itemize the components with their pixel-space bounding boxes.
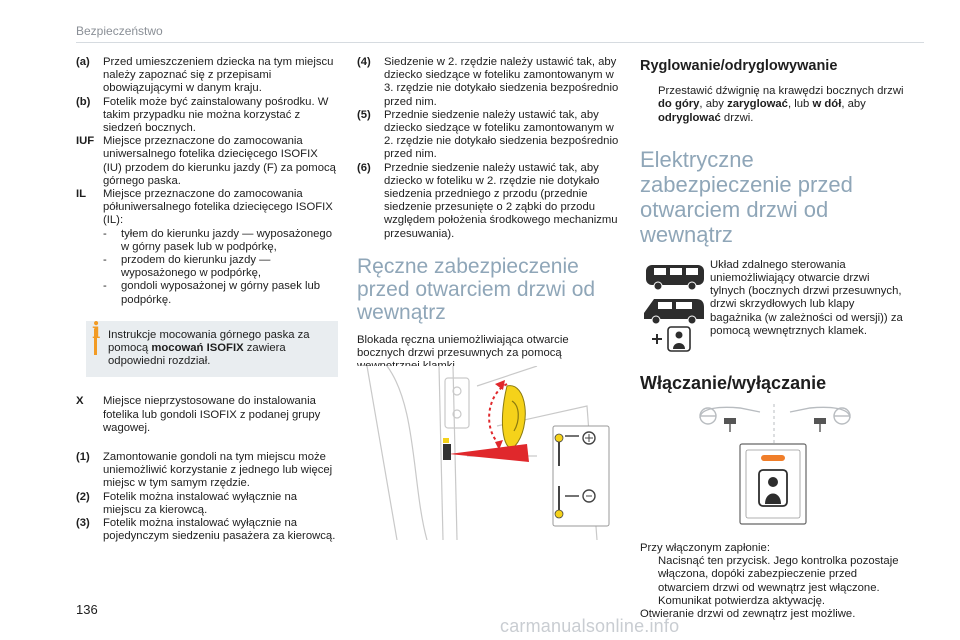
bullet-item: Nacisnąć ten przycisk. Jego kontrolka pozostaje włączona, dopóki zabezpieczenie przed otwarciem drzwi od wewnątrz jest włączone. Komunikat potwierdza aktywację.: [640, 555, 908, 608]
electric-block: [640, 257, 908, 361]
child-lock-button[interactable]: [740, 444, 806, 524]
ignition-text: Przy włączonym zapłonie:: [640, 542, 770, 555]
definition-item: (2) Fotelik można instalować wyłącznie na miejscu za kierowcą.: [76, 490, 298, 516]
definition-item: IL Miejsce przeznaczone do zamocowania półuniwersalnego fotelika dziecięcego ISOFIX (IL):: [76, 188, 333, 227]
definition-item: (b) Fotelik może być zainstalowany pośrodku. W takim przypadku nie można korzystać z siedzeń bocznych.: [76, 95, 329, 135]
definition-item: (1) Zamontowanie gondoli na tym miejscu może uniemożliwić korzystanie z jednego lub więcej miejsc w tym samym rzędzie.: [76, 451, 333, 490]
bullet-symbol: [640, 555, 658, 608]
body-text: Blokada ręczna uniemożliwiająca otwarcie bocznych drzwi przesuwnych za pomocą: [357, 333, 569, 360]
cabin-right-icon: [790, 407, 850, 432]
sub-item: - tyłem do kierunku jazdy — wyposażonego w górny pasek lub w podpórkę,: [103, 227, 332, 253]
heading-on-off: Włączanie/wyłączanie: [640, 372, 827, 393]
column-left: [76, 56, 338, 544]
sub-item: - przodem do kierunku jazdy — wyposażonego w podpórkę,: [103, 254, 271, 280]
indicator-led: [761, 455, 785, 461]
cabin-left-icon: [700, 407, 760, 432]
definition-item: IUF Miejsce przeznaczone do zamocowania uniwersalnego fotelika dziecięcego ISOFIX (IU) przodem do kierunku jazdy (F) za pomocą górnego paska.: [76, 135, 336, 187]
definition-list-c: [357, 56, 619, 241]
definition-item: (a) Przed umieszczeniem dziecka na tym miejscu należy zapoznać się z przepisami obowiązującymi w danym kraju.: [76, 56, 334, 95]
page-number: 136: [76, 602, 98, 617]
column-middle: [357, 56, 619, 373]
outside-opening-text: Otwieranie drzwi od zewnątrz jest możliwe.: [640, 608, 856, 621]
column-right: [640, 56, 908, 621]
definition-item: (3) Fotelik można instalować wyłącznie na pojedynczym siedzeniu pasażera za kierowcą.: [76, 517, 336, 543]
door-lock-illustration: [357, 366, 619, 540]
definition-list-b: [76, 451, 338, 543]
page-header: [0, 0, 960, 48]
definition-item: (5) Przednie siedzenie należy ustawić tak, aby dziecko siedzące w foteliku zamontowanym w 2. rzędzie nie dotykało siedzenia bezpośrednio przed nim.: [357, 108, 619, 161]
definition-item-x: X Miejsce nieprzystosowane do instalowania fotelika lub gondoli ISOFIX z podanej grupy wagowej.: [76, 395, 321, 434]
sub-list: [103, 228, 338, 307]
section-heading-manual: Ręczne zabezpieczenie przed otwarciem drzwi od wewnątrz: [357, 254, 596, 324]
info-icon: i: [92, 317, 101, 344]
van-icon: [646, 265, 704, 290]
minivan-icon: [644, 299, 704, 324]
info-box: i Instrukcje mocowania górnego paska za pomocą mocowań ISOFIX zawiera odpowiedni rozdział.: [86, 321, 338, 378]
sub-item: - gondoli wyposażonej w górny pasek lub podpórkę.: [103, 280, 321, 306]
electric-description: Układ zdalnego sterowania uniemożliwiający otwarcie drzwi tylnych (bocznych drzwi przesuwnych, drzwi skrzydłowych lub klapy bagażnika (w zależności od wersji)) za pomocą wewnętrznych klamek.: [710, 258, 903, 337]
door-lock-drawing: [357, 366, 619, 540]
definition-item: (4) Siedzenie w 2. rzędzie należy ustawić tak, aby dziecko siedzące w foteliku zamontowanym w 3. rzędzie nie dotykało siedzenia bezpośrednio przed nim.: [357, 56, 619, 108]
switch-illustration: [640, 404, 908, 530]
lock-detail-callout: [553, 426, 609, 526]
bullet-symbol: [640, 85, 658, 125]
child-lock-icon: [652, 327, 690, 351]
header-divider: [76, 42, 924, 43]
bullet-item: Przestawić dźwignię na krawędzi bocznych drzwi do góry, aby zaryglować, lub w dół, aby odryglować drzwi.: [640, 85, 908, 125]
section-heading-electric: Elektryczne zabezpieczenie przed otwarciem drzwi od wewnątrz: [640, 146, 853, 247]
definition-list-a: [76, 56, 338, 307]
section-title: Bezpieczeństwo: [76, 24, 163, 38]
heading-locking: Ryglowanie/odryglowywanie: [640, 58, 838, 74]
watermark: carmanualsonline.info: [500, 616, 680, 636]
definition-item: (6) Przednie siedzenie należy ustawić tak, aby dziecko w foteliku w 2. rzędzie nie dotykało siedzenia przedniego z przodu (przednie siedzenie przesunięte o 2 ząbki do przodu względem położenia środkowego mechanizmu przesuwania).: [357, 161, 618, 240]
vehicle-icons: [640, 257, 706, 357]
